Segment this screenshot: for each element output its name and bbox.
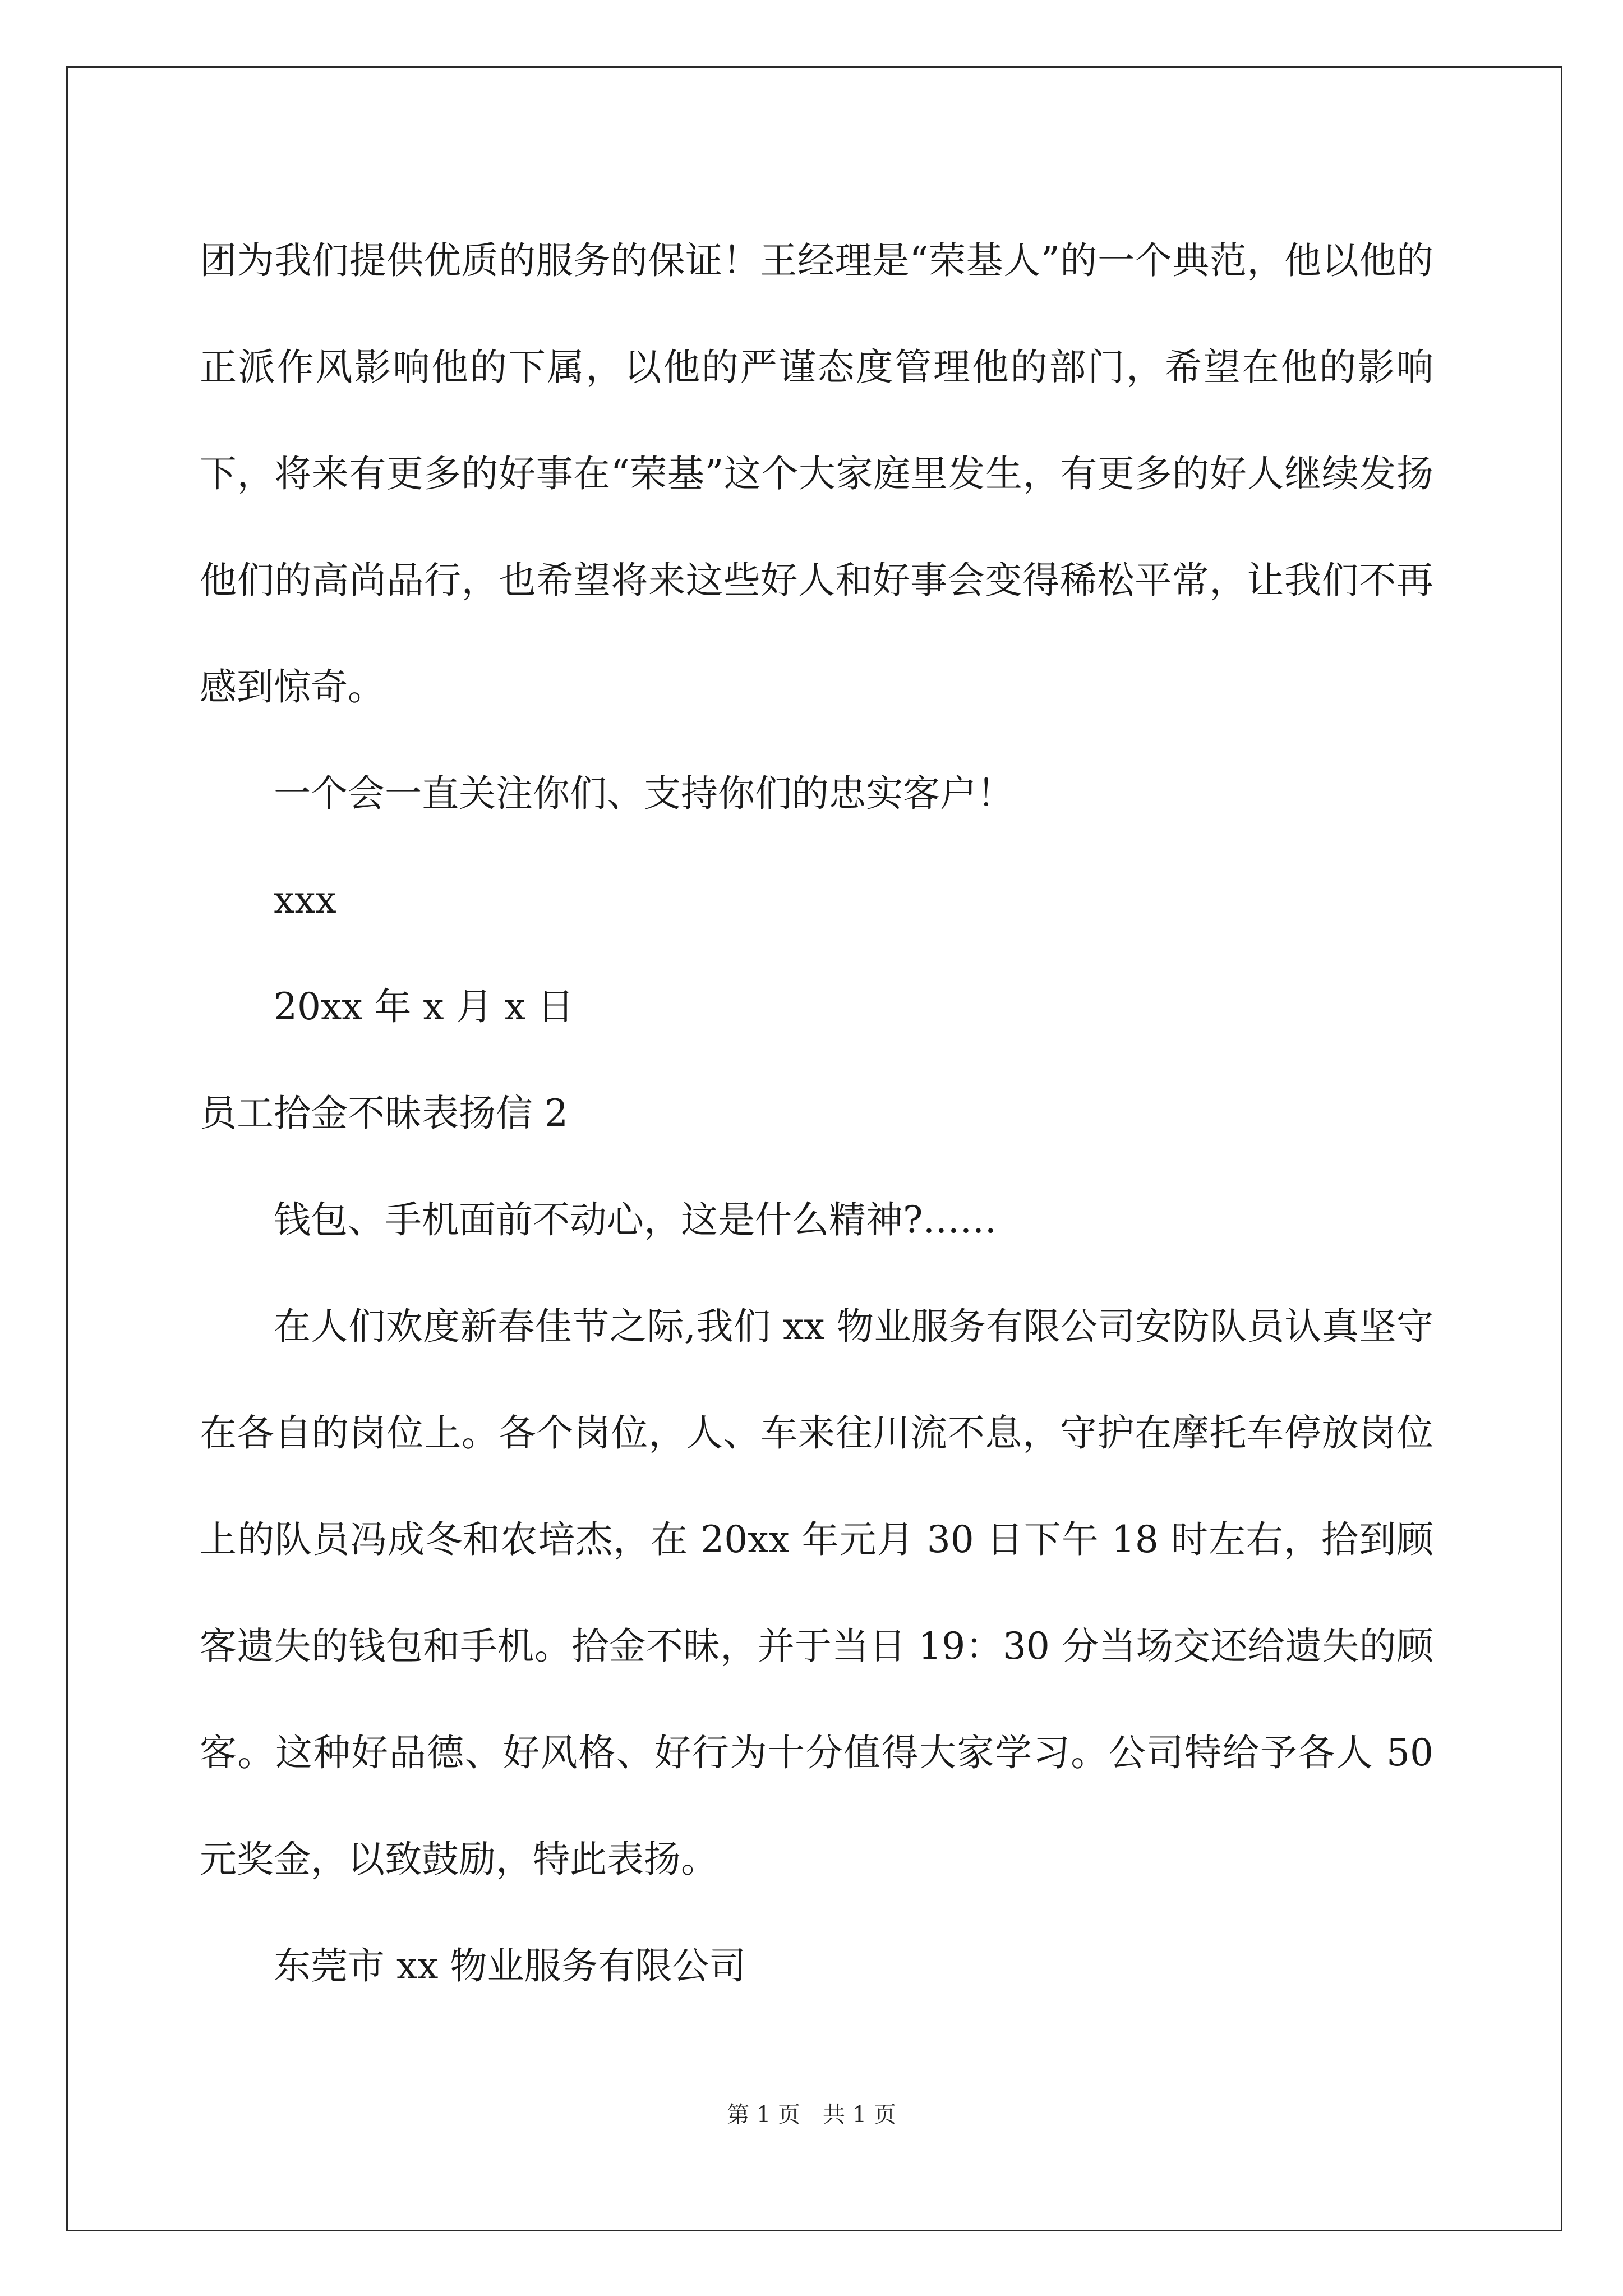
page-footer (0, 2098, 1623, 2132)
paragraph-intro: 钱包、手机面前不动心，这是什么精神?…… (274, 1198, 997, 1241)
paragraph-body: 在人们欢度新春佳节之际,我们 xx 物业服务有限公司安防队员认真坚守在各自的岗位上。各个岗位，人、车来往川流不息，守护在摩托车停放岗位上的队员冯成冬和农培杰，在 20xx 年元月 30 日下午 18 时左右，拾到顾客遗失的钱包和手机。拾金不昧，并于当日 19：30 分当场交还给遗失的顾客。这种好品德、好风格、好行为十分值得大家学习。公司特给予各人 50 元奖金，以致鼓励，特此表扬。 (200, 1305, 1433, 1881)
document-body (200, 208, 1433, 2019)
page-number: 第 1 页 (727, 2102, 800, 2128)
paragraph-date: 20xx 年 x 月 x 日 (274, 985, 574, 1028)
section-heading: 员工拾金不昧表扬信 2 (200, 1092, 568, 1135)
page-total: 共 1 页 (823, 2102, 896, 2128)
paragraph-signature: xxx (274, 878, 336, 922)
paragraph-signoff: 一个会一直关注你们、支持你们的忠实客户！ (274, 772, 1014, 815)
paragraph-company: 东莞市 xx 物业服务有限公司 (274, 1944, 746, 1987)
paragraph-letter-closing: 团为我们提供优质的服务的保证！王经理是“荣基人”的一个典范，他以他的正派作风影响他的下属，以他的严谨态度管理他的部门，希望在他的影响下，将来有更多的好事在“荣基”这个大家庭里发生，有更多的好人继续发扬他们的高尚品行，也希望将来这些好人和好事会变得稀松平常，让我们不再感到惊奇。 (200, 239, 1433, 708)
